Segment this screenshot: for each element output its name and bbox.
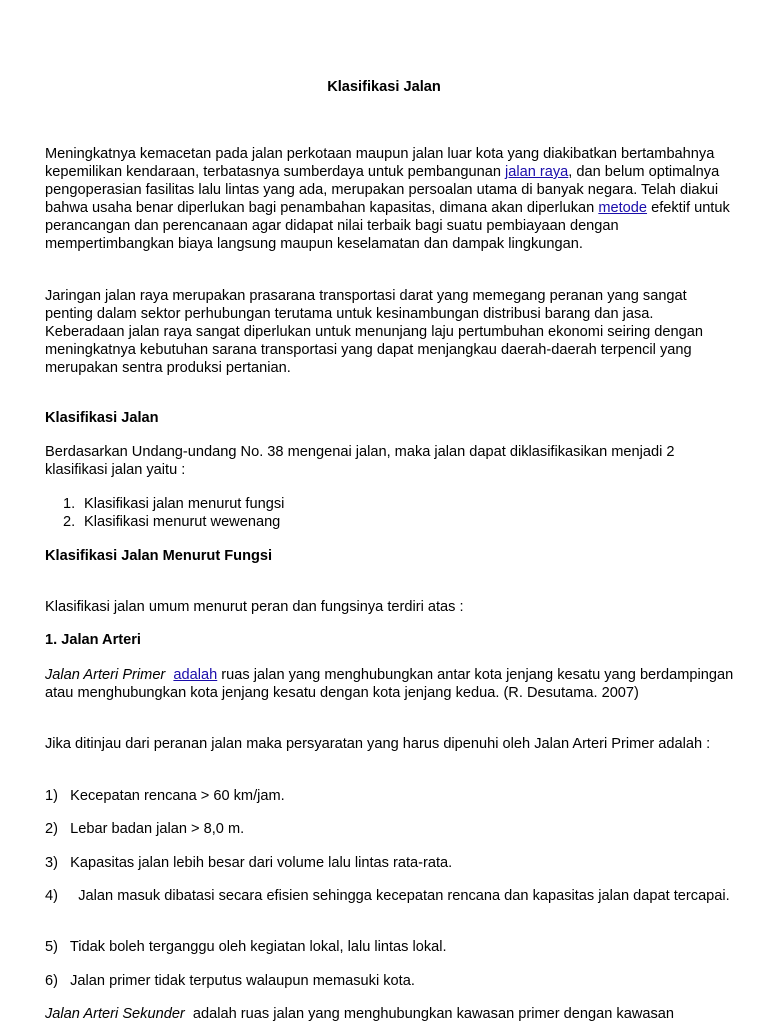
link-jalan-raya[interactable]: jalan raya bbox=[505, 164, 569, 180]
section-heading-fungsi: Klasifikasi Jalan Menurut Fungsi bbox=[45, 548, 273, 564]
intro-text-1: Meningkatnya kemacetan pada jalan perkotaan maupun jalan luar kota yang diakibatkan bertambahnya kepemilikan kendaraan, terbatasnya sumberdaya untuk pembangunan bbox=[45, 146, 715, 180]
section-heading-klasifikasi: Klasifikasi Jalan bbox=[45, 410, 159, 426]
intro-text-2: , dan belum optimalnya pengoperasian fasilitas lalu lintas yang ada, merupakan persoalan utama di banyak negara. Telah diakui bahwa usaha benar diperlukan bagi penambahan kapasitas, dimana akan diperlukan bbox=[45, 164, 720, 216]
intro-text-3: efektif untuk perancangan dan perencanaan agar didapat nilai terbaik bagi suatu pembiayaan dengan mempertimbangkan biaya langsung maupun keselamatan dan dampak lingkungan. bbox=[45, 200, 730, 252]
subheading-jalan-arteri: 1. Jalan Arteri bbox=[45, 632, 141, 648]
link-metode[interactable]: metode bbox=[598, 200, 648, 216]
arteri-sekunder-text: adalah ruas jalan yang menghubungkan kawasan primer dengan kawasan bbox=[184, 1006, 675, 1022]
page-title: Klasifikasi Jalan bbox=[327, 79, 441, 95]
list-item bbox=[63, 513, 280, 531]
list-item-number: 1. bbox=[63, 496, 76, 512]
arteri-sekunder-term: Jalan Arteri Sekunder bbox=[45, 1006, 185, 1022]
arteri-primer-text: ruas jalan yang menghubungkan antar kota jenjang kesatu yang berdampingan atau menghubungkan kota jenjang kesatu dengan kota jenjang kedua. (R. Desutama. 2007) bbox=[45, 667, 734, 701]
intro-paragraph-1 bbox=[45, 145, 735, 253]
list-item-text: Klasifikasi jalan menurut fungsi bbox=[84, 496, 285, 512]
section-paragraph-klasifikasi: Berdasarkan Undang-undang No. 38 mengenai jalan, maka jalan dapat diklasifikasikan menjadi 2 klasifikasi jalan yaitu : bbox=[45, 444, 675, 478]
requirement-item: 2) Lebar badan jalan > 8,0 m. bbox=[45, 821, 245, 837]
list-item bbox=[63, 495, 284, 513]
requirement-item: 4) Jalan masuk dibatasi secara efisien sehingga kecepatan rencana dan kapasitas jalan dapat tercapai. bbox=[45, 888, 730, 904]
requirement-item: 5) Tidak boleh terganggu oleh kegiatan lokal, lalu lintas lokal. bbox=[45, 939, 447, 955]
intro-paragraph-2: Jaringan jalan raya merupakan prasarana transportasi darat yang memegang peranan yang sangat penting dalam sektor perhubungan terutama untuk kesinambungan distribusi barang dan jasa. Keberadaan jalan raya sangat diperlukan untuk menunjang laju pertumbuhan ekonomi seiring dengan meningkatnya kebutuhan sarana transportasi yang dapat menjangkau daerah-daerah terpencil yang merupakan sentra produksi pertanian. bbox=[45, 288, 703, 376]
list-item-number: 2. bbox=[63, 514, 76, 530]
requirements-intro: Jika ditinjau dari peranan jalan maka persyaratan yang harus dipenuhi oleh Jalan Arteri Primer adalah : bbox=[45, 736, 711, 752]
section-paragraph-fungsi: Klasifikasi jalan umum menurut peran dan fungsinya terdiri atas : bbox=[45, 599, 464, 615]
arteri-primer-paragraph bbox=[45, 666, 735, 702]
requirement-item: 1) Kecepatan rencana > 60 km/jam. bbox=[45, 788, 285, 804]
list-item-text: Klasifikasi menurut wewenang bbox=[84, 514, 281, 530]
arteri-sekunder-paragraph bbox=[45, 1005, 735, 1023]
requirement-item: 3) Kapasitas jalan lebih besar dari volume lalu lintas rata-rata. bbox=[45, 855, 453, 871]
arteri-primer-term: Jalan Arteri Primer bbox=[45, 667, 166, 683]
requirement-item: 6) Jalan primer tidak terputus walaupun memasuki kota. bbox=[45, 973, 415, 989]
link-adalah[interactable]: adalah bbox=[173, 667, 218, 683]
